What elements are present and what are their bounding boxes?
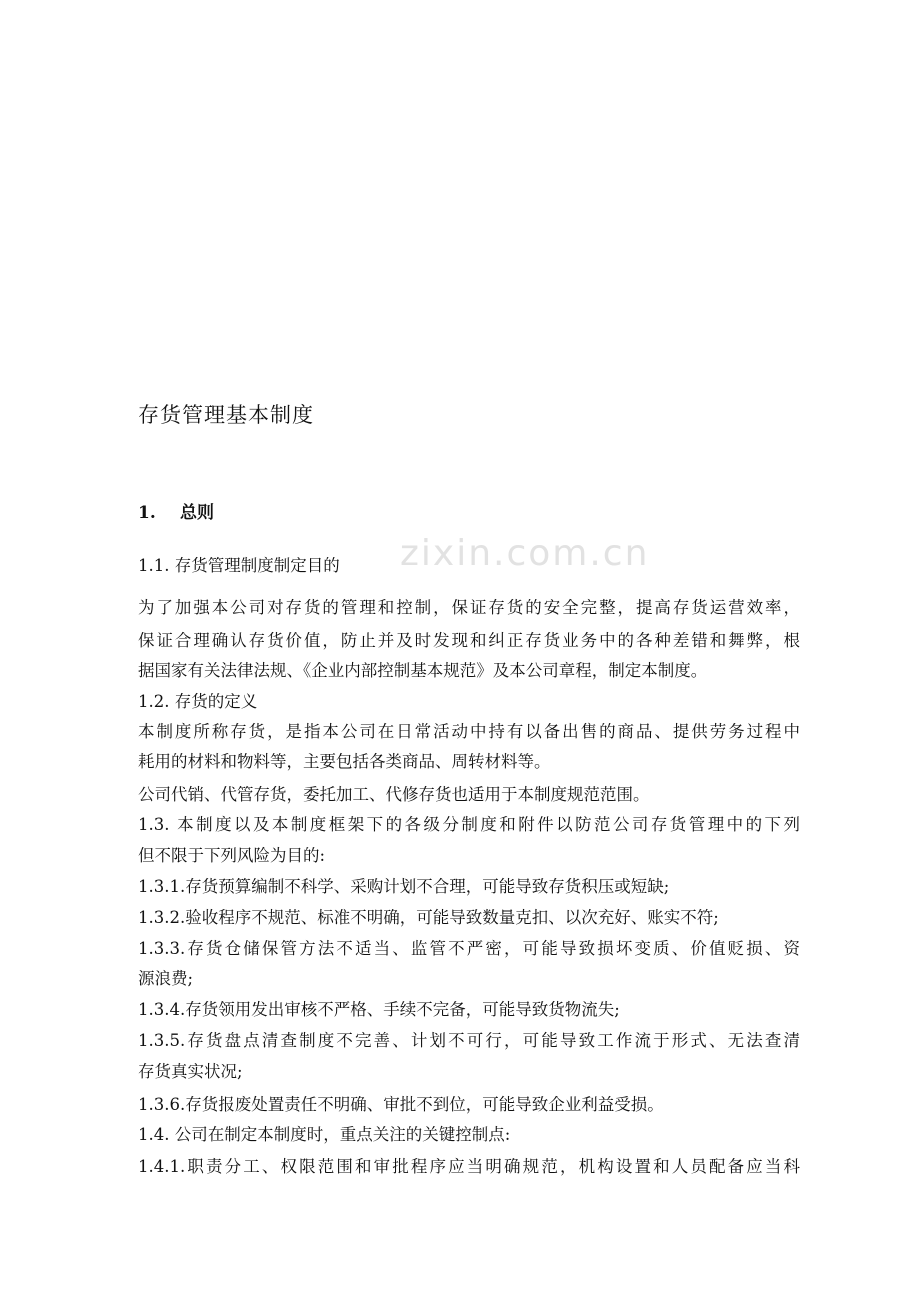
section-title: 总则 [180, 503, 214, 523]
list-item-continuation: 存货真实状况; [138, 1062, 243, 1081]
paragraph-line: 本制度所称存货，是指本公司在日常活动中持有以备出售的商品、提供劳务过程中 [138, 722, 800, 741]
subheading-1-4: 1.4. 公司在制定本制度时，重点关注的关键控制点: [138, 1125, 511, 1144]
paragraph-line: 据国家有关法律法规、《企业内部控制基本规范》及本公司章程，制定本制度。 [138, 661, 708, 680]
list-item: 1.3.1.存货预算编制不科学、采购计划不合理，可能导致存货积压或短缺; [138, 877, 670, 896]
section-heading [138, 498, 214, 523]
paragraph-line: 为了加强本公司对存货的管理和控制，保证存货的安全完整，提高存货运营效率， [138, 598, 800, 617]
list-item-continuation: 源浪费; [138, 969, 194, 988]
list-item: 1.3.4.存货领用发出审核不严格、手续不完备，可能导致货物流失; [138, 1000, 620, 1019]
subheading-1-3: 1.3. 本制度以及本制度框架下的各级分制度和附件以防范公司存货管理中的下列 [138, 815, 800, 834]
document-title: 存货管理基本制度 [138, 403, 314, 427]
list-item: 1.3.6.存货报废处置责任不明确、审批不到位，可能导致企业利益受损。 [138, 1095, 664, 1114]
list-item: 1.4.1.职责分工、权限范围和审批程序应当明确规范，机构设置和人员配备应当科 [138, 1157, 800, 1176]
subheading-1-2: 1.2. 存货的定义 [138, 692, 258, 711]
paragraph-line: 保证合理确认存货价值，防止并及时发现和纠正存货业务中的各种差错和舞弊，根 [138, 631, 800, 650]
list-item: 1.3.3.存货仓储保管方法不适当、监管不严密，可能导致损坏变质、价值贬损、资 [138, 939, 800, 958]
paragraph-line: 耗用的材料和物料等，主要包括各类商品、周转材料等。 [138, 752, 551, 771]
list-item: 1.3.5.存货盘点清查制度不完善、计划不可行，可能导致工作流于形式、无法查清 [138, 1031, 800, 1050]
section-number: 1. [138, 503, 156, 523]
subheading-1-1: 1.1. 存货管理制度制定目的 [138, 556, 340, 575]
paragraph-line: 但不限于下列风险为目的: [138, 846, 326, 865]
paragraph-line: 公司代销、代管存货，委托加工、代修存货也适用于本制度规范范围。 [138, 785, 650, 804]
watermark: zixin.com.cn [400, 533, 650, 574]
list-item: 1.3.2.验收程序不规范、标准不明确，可能导致数量克扣、以次充好、账实不符; [138, 908, 719, 927]
